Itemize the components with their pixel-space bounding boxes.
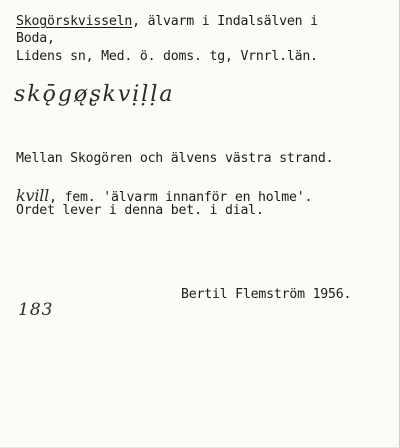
- handwritten-term: kvill: [16, 186, 50, 205]
- header-line-2: Boda,: [16, 31, 55, 46]
- header-line-3: Lidens sn, Med. ö. doms. tg, Vrnrl.län.: [16, 49, 318, 64]
- header-location: , älvarm i Indalsälven i: [132, 14, 318, 29]
- phonetic-transcription: skǭgø̨ʂkvịḷḷa: [14, 82, 175, 107]
- header-line-1: [16, 14, 318, 29]
- headword: Skogörskvisseln: [16, 14, 133, 29]
- term-definition: , fem. 'älvarm innanför en holme'.: [49, 190, 313, 205]
- signature: Bertil Flemström 1956.: [181, 287, 352, 302]
- description-line: Mellan Skogören och älvens västra strand.: [16, 151, 334, 166]
- note-line: Ordet lever i denna bet. i dial.: [16, 203, 264, 218]
- margin-number: 183: [18, 300, 54, 320]
